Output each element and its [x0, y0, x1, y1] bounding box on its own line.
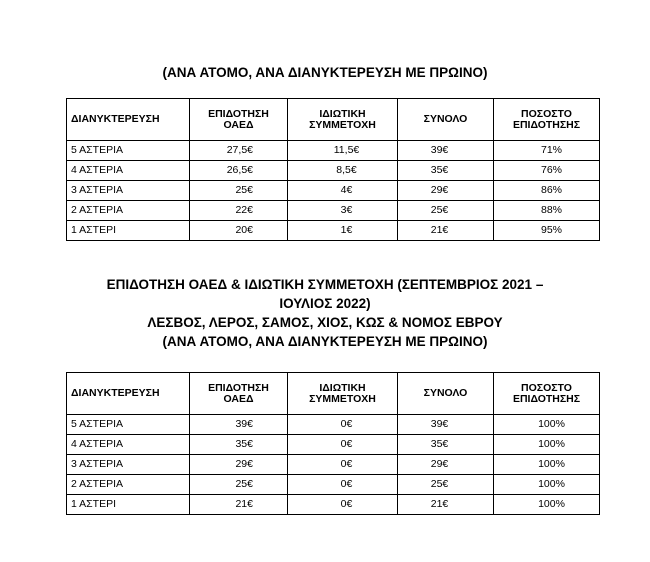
- table-cell: 0€: [288, 435, 398, 455]
- table-cell: 26,5€: [190, 161, 288, 181]
- table1-header: ΔΙΑΝΥΚΤΕΡΕΥΣΗ: [67, 99, 190, 141]
- table2-header: ΙΔΙΩΤΙΚΗ ΣΥΜΜΕΤΟΧΗ: [288, 373, 398, 415]
- table-cell: 100%: [494, 495, 600, 515]
- table2-header: ΣΥΝΟΛΟ: [398, 373, 494, 415]
- table-cell: 2 ΑΣΤΕΡΙΑ: [67, 201, 190, 221]
- table-cell: 29€: [398, 181, 494, 201]
- table-row: [67, 221, 600, 241]
- table-cell: 21€: [398, 221, 494, 241]
- table-cell: 71%: [494, 141, 600, 161]
- table-cell: 2 ΑΣΤΕΡΙΑ: [67, 475, 190, 495]
- table-cell: 8,5€: [288, 161, 398, 181]
- table-cell: 3 ΑΣΤΕΡΙΑ: [67, 181, 190, 201]
- table2-title-line: (ΑΝΑ ΑΤΟΜΟ, ΑΝΑ ΔΙΑΝΥΚΤΕΡΕΥΣΗ ΜΕ ΠΡΩΙΝΟ): [162, 334, 488, 349]
- table-cell: 35€: [398, 161, 494, 181]
- table-cell: 29€: [398, 455, 494, 475]
- table-cell: 5 ΑΣΤΕΡΙΑ: [67, 415, 190, 435]
- table-cell: 35€: [398, 435, 494, 455]
- table2-title-line: ΛΕΣΒΟΣ, ΛΕΡΟΣ, ΣΑΜΟΣ, ΧΙΟΣ, ΚΩΣ & ΝΟΜΟΣ ΕΒΡΟΥ: [147, 315, 503, 330]
- table-cell: 25€: [398, 201, 494, 221]
- table-cell: 0€: [288, 415, 398, 435]
- table-cell: 95%: [494, 221, 600, 241]
- table2-title-line: ΕΠΙΔΟΤΗΣΗ ΟΑΕΔ & ΙΔΙΩΤΙΚΗ ΣΥΜΜΕΤΟΧΗ (ΣΕΠΤΕΜΒΡΙΟΣ 2021 –: [106, 277, 544, 292]
- table-cell: 100%: [494, 455, 600, 475]
- table-cell: 4 ΑΣΤΕΡΙΑ: [67, 435, 190, 455]
- table-cell: 25€: [190, 475, 288, 495]
- table-cell: 21€: [398, 495, 494, 515]
- table2-header: ΠΟΣΟΣΤΟ ΕΠΙΔΟΤΗΣΗΣ: [494, 373, 600, 415]
- table-row: [67, 435, 600, 455]
- table-cell: 0€: [288, 495, 398, 515]
- table2-title-line: ΙΟΥΛΙΟΣ 2022): [279, 296, 371, 311]
- table-cell: 88%: [494, 201, 600, 221]
- table-cell: 100%: [494, 435, 600, 455]
- table-cell: 0€: [288, 455, 398, 475]
- table-cell: 39€: [398, 415, 494, 435]
- table1-header: ΙΔΙΩΤΙΚΗ ΣΥΜΜΕΤΟΧΗ: [288, 99, 398, 141]
- table-cell: 86%: [494, 181, 600, 201]
- table-cell: 100%: [494, 415, 600, 435]
- table-row: [67, 181, 600, 201]
- table-cell: 25€: [398, 475, 494, 495]
- table-row: [67, 495, 600, 515]
- table1-header: ΕΠΙΔΟΤΗΣΗ ΟΑΕΔ: [190, 99, 288, 141]
- table-row: [67, 141, 600, 161]
- table-cell: 20€: [190, 221, 288, 241]
- table-cell: 39€: [190, 415, 288, 435]
- table-row: [67, 415, 600, 435]
- table-cell: 27,5€: [190, 141, 288, 161]
- table2-header-row: [67, 373, 600, 415]
- table1-title-text: (ΑΝΑ ΑΤΟΜΟ, ΑΝΑ ΔΙΑΝΥΚΤΕΡΕΥΣΗ ΜΕ ΠΡΩΙΝΟ): [162, 65, 488, 80]
- table-cell: 100%: [494, 475, 600, 495]
- table-row: [67, 455, 600, 475]
- table-cell: 3€: [288, 201, 398, 221]
- table1-title: [0, 63, 650, 82]
- table-cell: 25€: [190, 181, 288, 201]
- table-cell: 1€: [288, 221, 398, 241]
- table-row: [67, 161, 600, 181]
- table1-header: ΠΟΣΟΣΤΟ ΕΠΙΔΟΤΗΣΗΣ: [494, 99, 600, 141]
- table-cell: 21€: [190, 495, 288, 515]
- table1: [66, 98, 600, 241]
- table-cell: 1 ΑΣΤΕΡΙ: [67, 221, 190, 241]
- table2: [66, 372, 600, 515]
- table-cell: 3 ΑΣΤΕΡΙΑ: [67, 455, 190, 475]
- table1-header-row: [67, 99, 600, 141]
- table-cell: 22€: [190, 201, 288, 221]
- table2-header: ΕΠΙΔΟΤΗΣΗ ΟΑΕΔ: [190, 373, 288, 415]
- table-cell: 1 ΑΣΤΕΡΙ: [67, 495, 190, 515]
- table1-header: ΣΥΝΟΛΟ: [398, 99, 494, 141]
- table-cell: 4 ΑΣΤΕΡΙΑ: [67, 161, 190, 181]
- table2-header: ΔΙΑΝΥΚΤΕΡΕΥΣΗ: [67, 373, 190, 415]
- table-cell: 29€: [190, 455, 288, 475]
- table-cell: 5 ΑΣΤΕΡΙΑ: [67, 141, 190, 161]
- table-cell: 76%: [494, 161, 600, 181]
- table-row: [67, 475, 600, 495]
- table-cell: 39€: [398, 141, 494, 161]
- table-row: [67, 201, 600, 221]
- table-cell: 4€: [288, 181, 398, 201]
- table2-title: [0, 275, 650, 351]
- table-cell: 35€: [190, 435, 288, 455]
- table-cell: 0€: [288, 475, 398, 495]
- table-cell: 11,5€: [288, 141, 398, 161]
